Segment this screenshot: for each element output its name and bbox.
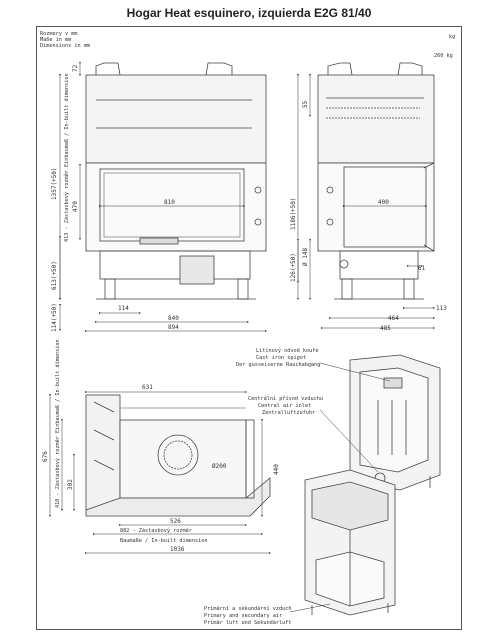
- weight-value: 260 kg: [434, 53, 453, 59]
- plan-inbuilt-410: 410 - Zástavbový rozměr Einbaumaß / In-built dimension: [55, 339, 61, 508]
- svg-text:Maße in mm: Maße in mm: [40, 37, 72, 43]
- plan-width-631: 631: [142, 384, 153, 391]
- svg-text:Litinový odvod kouře: Litinový odvod kouře: [256, 348, 319, 354]
- front-height-613: 613(+50): [51, 261, 58, 290]
- front-width-894: 894: [168, 324, 179, 331]
- side-height-126: 126(+50): [290, 253, 297, 282]
- plan-width-882-sub: Baumaße / In-built dimension: [120, 538, 208, 544]
- plan-width-526: 526: [170, 518, 181, 525]
- side-width-400: 400: [378, 199, 389, 206]
- plan-width-1036: 1036: [170, 546, 185, 553]
- plan-width-882: 882 - Zástavbový rozměr: [120, 528, 192, 534]
- front-view: [86, 63, 266, 299]
- svg-text:Der gusseiserne Rauchabgang: Der gusseiserne Rauchabgang: [236, 362, 321, 368]
- plan-view: [86, 395, 270, 516]
- dimension-note: [40, 31, 90, 49]
- side-width-464: 464: [388, 315, 399, 322]
- svg-text:Zentralluftzufuhr: Zentralluftzufuhr: [262, 410, 316, 416]
- side-width-113: 113: [436, 305, 447, 312]
- side-height-55: 55: [302, 100, 309, 108]
- front-width-840: 840: [168, 315, 179, 322]
- svg-text:Primär luft und Sekundärluft: Primär luft und Sekundärluft: [204, 620, 292, 626]
- svg-text:Centrální přívod vzduchu: Centrální přívod vzduchu: [248, 396, 323, 402]
- plan-height-440: 440: [273, 464, 280, 475]
- side-diameter-148: Ø 148: [302, 247, 309, 266]
- side-view: [318, 63, 434, 299]
- front-inbuilt-label: 413 - Zástavbový rozměr Einbaumaß / In-built dimension: [64, 73, 70, 242]
- front-height-470: 470: [72, 201, 79, 212]
- front-height-114: 114(+50): [51, 303, 58, 332]
- page-title: Hogar Heat esquinero, izquierda E2G 81/40: [126, 6, 372, 20]
- isometric-bottom-view: [305, 470, 395, 615]
- front-height-1357: 1357(+50): [51, 167, 58, 200]
- svg-text:Rozmery v mm: Rozmery v mm: [40, 31, 78, 37]
- svg-text:Primary and secondary air: Primary and secondary air: [204, 613, 283, 619]
- front-height-72: 72: [72, 64, 79, 72]
- front-width-810: 810: [164, 199, 175, 206]
- callout-primary-secondary-air: [204, 604, 330, 626]
- side-height-1186: 1186(+50): [290, 197, 297, 230]
- svg-text:Cast iron spigot: Cast iron spigot: [256, 355, 306, 361]
- side-width-61: 61: [418, 265, 426, 272]
- svg-text:Central air inlet: Central air inlet: [258, 403, 312, 409]
- weight-unit: kg: [449, 34, 456, 40]
- plan-height-676: 676: [42, 451, 49, 462]
- isometric-top-view: [350, 355, 440, 492]
- svg-text:Primární a sekundární vzduch: Primární a sekundární vzduch: [204, 606, 292, 612]
- front-width-114: 114: [118, 305, 129, 312]
- plan-diameter-200: Ø200: [212, 463, 227, 470]
- svg-text:Dimensions in mm: Dimensions in mm: [40, 43, 90, 49]
- side-width-485: 485: [380, 325, 391, 332]
- plan-height-302: 302: [67, 479, 74, 490]
